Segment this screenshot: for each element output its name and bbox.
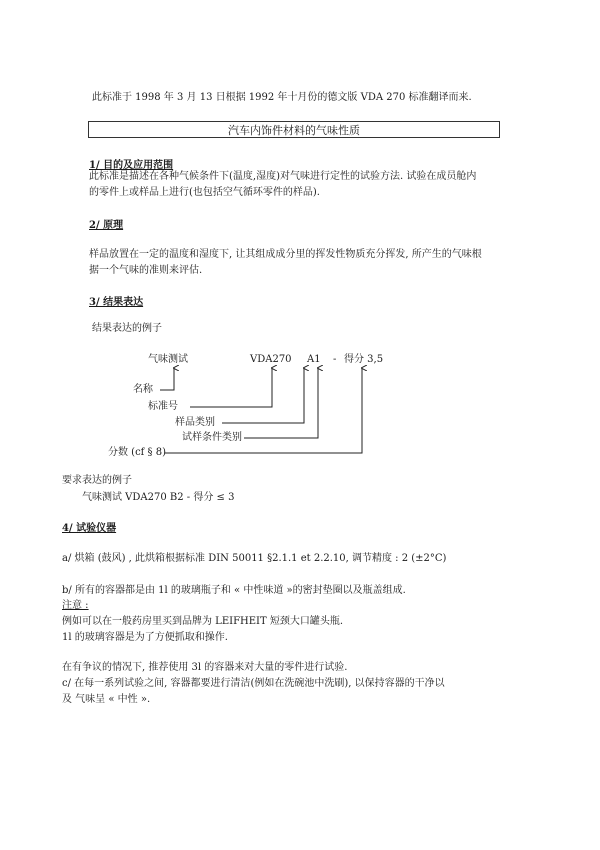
item-c-line-2: 及 气味呈 « 中性 ». [62,694,151,705]
required-example: 气味测试 VDA270 B2 - 得分 ≤ 3 [82,492,235,503]
note-label: 注意 : [62,600,89,611]
item-b: b/ 所有的容器都是由 1l 的玻璃瓶子和 « 中性味道 »的密封垫圈以及瓶盖组成. [62,585,406,596]
item-a: a/ 烘箱 (鼓风) , 此烘箱根据标准 DIN 50011 §2.1.1 et 2.2.10, 调节精度 : 2 (±2°C) [62,553,447,564]
note-line-1: 例如可以在一般药房里买到品牌为 LEIFHEIT 短颈大口罐头瓶. [62,616,344,627]
diagram-label-standard: 标准号 [148,401,178,412]
note-line-2: 1l 的玻璃容器是为了方便抓取和操作. [62,632,228,643]
diagram-dash: - [333,354,337,365]
diagram-score: 得分 3,5 [344,354,384,365]
result-example-label: 结果表达的例子 [92,323,162,334]
page-title: 汽车内饰件材料的气味性质 [88,121,500,138]
section-1-line-2: 的零件上或样品上进行(也包括空气循环零件的样品). [89,187,320,198]
diagram-label-condition: 试样条件类别 [182,432,242,443]
diagram-name: 气味测试 [148,354,188,365]
arrow-name [160,368,174,390]
arrow-sample-class [222,368,304,423]
section-4-heading: 4/ 试验仪器 [62,523,117,534]
arrow-score [165,368,362,453]
diagram-label-sample-class: 样品类别 [175,417,215,428]
item-c-line-1: c/ 在每一系列试验之间, 容器都要进行清洁(例如在洗碗池中洗刷), 以保持容器的干净以 [62,678,445,689]
diagram-standard: VDA270 [250,354,292,365]
section-1-line-1: 此标准是描述在各种气候条件下(温度,湿度)对气味进行定性的试验方法. 试验在成员舱内 [89,171,477,182]
section-2-line-1: 样品放置在一定的温度和湿度下, 让其组成成分里的挥发性物质充分挥发, 所产生的气味根 [89,249,482,260]
section-2-line-2: 据一个气味的准则来评估. [89,265,203,276]
section-1-heading: 1/ 目的及应用范围 [89,160,174,171]
arrow-standard [190,368,272,407]
diagram-class: A1 [307,354,321,365]
dispute-line: 在有争议的情况下, 推荐使用 3l 的容器来对大量的零件进行试验. [62,662,348,673]
intro-text: 此标准于 1998 年 3 月 13 日根据 1992 年十月份的德文版 VDA 270 标准翻译而来. [92,92,472,103]
arrow-condition [244,368,318,438]
section-3-heading: 3/ 结果表达 [89,297,144,308]
required-example-label: 要求表达的例子 [62,475,132,486]
diagram-label-name: 名称 [133,384,153,395]
diagram-label-score: 分数 (cf § 8) [108,447,167,458]
section-2-heading: 2/ 原理 [89,220,124,231]
